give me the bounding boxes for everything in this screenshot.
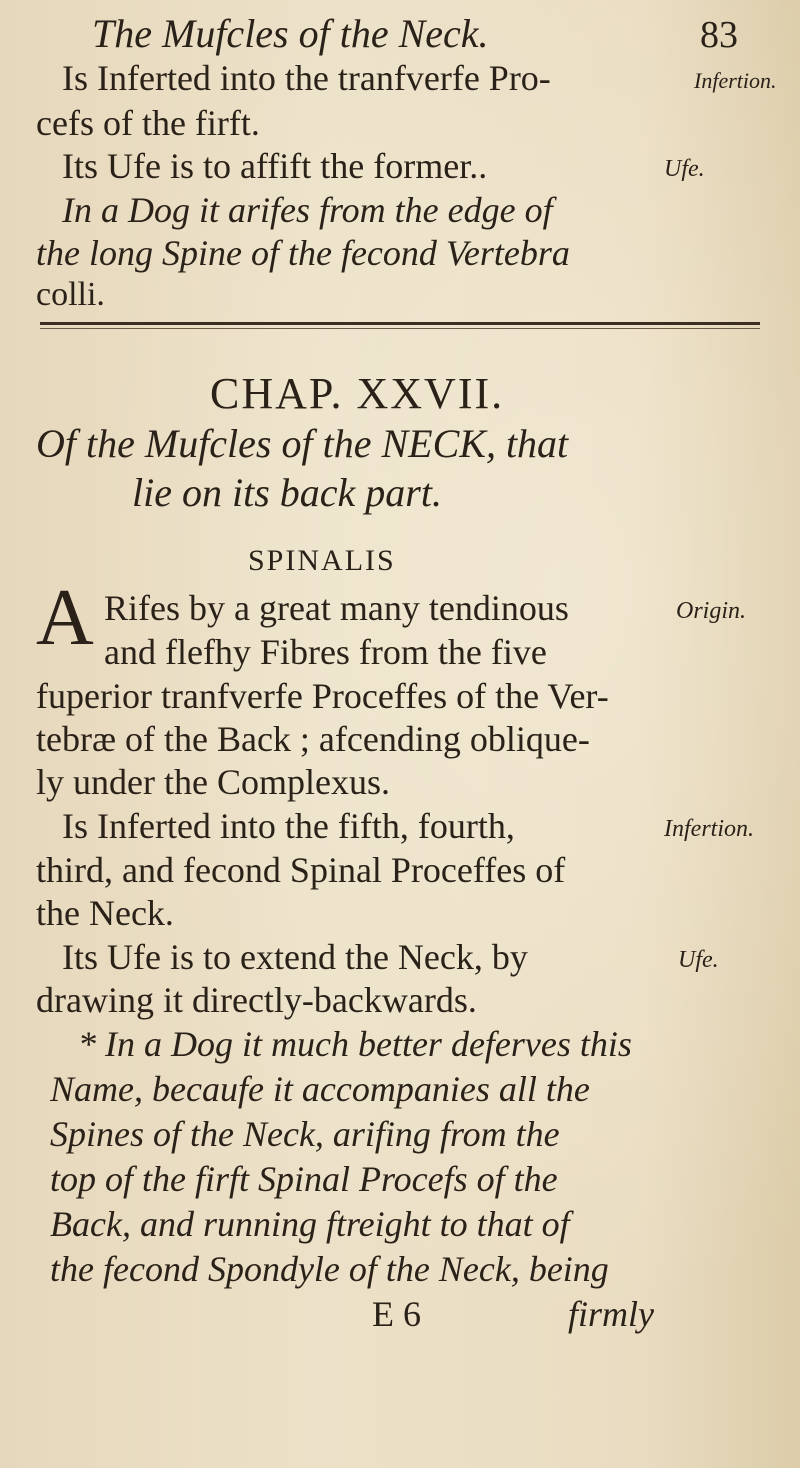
chapter-title: Of the Mufcles of the NECK, that [36,421,569,466]
text-line: fuperior tranfverfe Proceffes of the Ver- [36,676,609,716]
chapter-heading: CHAP. XXVII. [210,369,505,418]
footnote-line: Back, and running ftreight to that of [50,1204,570,1244]
text-line: Its Ufe is to extend the Neck, by [62,937,528,977]
footnote-line: the fecond Spondyle of the Neck, being [50,1249,609,1289]
margin-note-insertion: Infertion. [694,68,777,93]
text-line: Is Inferted into the fifth, fourth, [62,806,515,846]
text-line: the long Spine of the fecond Vertebra [36,233,570,273]
text-line: drawing it directly-backwards. [36,980,477,1020]
text-line: third, and fecond Spinal Proceffes of [36,850,566,890]
text-line: tebræ of the Back ; afcending oblique- [36,719,590,759]
margin-note-insertion: Infertion. [664,816,754,842]
margin-note-use: Ufe. [678,947,719,973]
footnote-line: Name, becaufe it accompanies all the [50,1069,590,1109]
text-line: Rifes by a great many tendinous [104,588,569,628]
text-line: colli. [36,276,105,313]
text-line: In a Dog it arifes from the edge of [62,190,553,230]
text-line: Is Inferted into the tranfverfe Pro- [62,58,551,98]
page-number: 83 [700,14,738,56]
catchword: firmly [568,1294,654,1334]
chapter-title: lie on its back part. [132,470,442,515]
text-line: and flefhy Fibres from the five [104,632,547,672]
footnote-line: top of the firft Spinal Procefs of the [50,1159,558,1199]
section-rule-thin [40,328,760,329]
footnote-line: Spines of the Neck, arifing from the [50,1114,560,1154]
margin-note-use: Ufe. [664,156,705,182]
text-line: cefs of the firft. [36,103,260,143]
running-title: The Mufcles of the Neck. [92,11,489,56]
text-line: Its Ufe is to affift the former.. [62,146,488,186]
margin-note-origin: Origin. [676,598,747,624]
text-line: ly under the Complexus. [36,762,390,802]
drop-cap: A [36,574,94,662]
section-rule [40,322,760,325]
section-name: SPINALIS [248,544,396,577]
signature-mark: E 6 [372,1294,421,1334]
text-line: the Neck. [36,893,174,933]
footnote-line: * In a Dog it much better deferves this [78,1024,632,1064]
